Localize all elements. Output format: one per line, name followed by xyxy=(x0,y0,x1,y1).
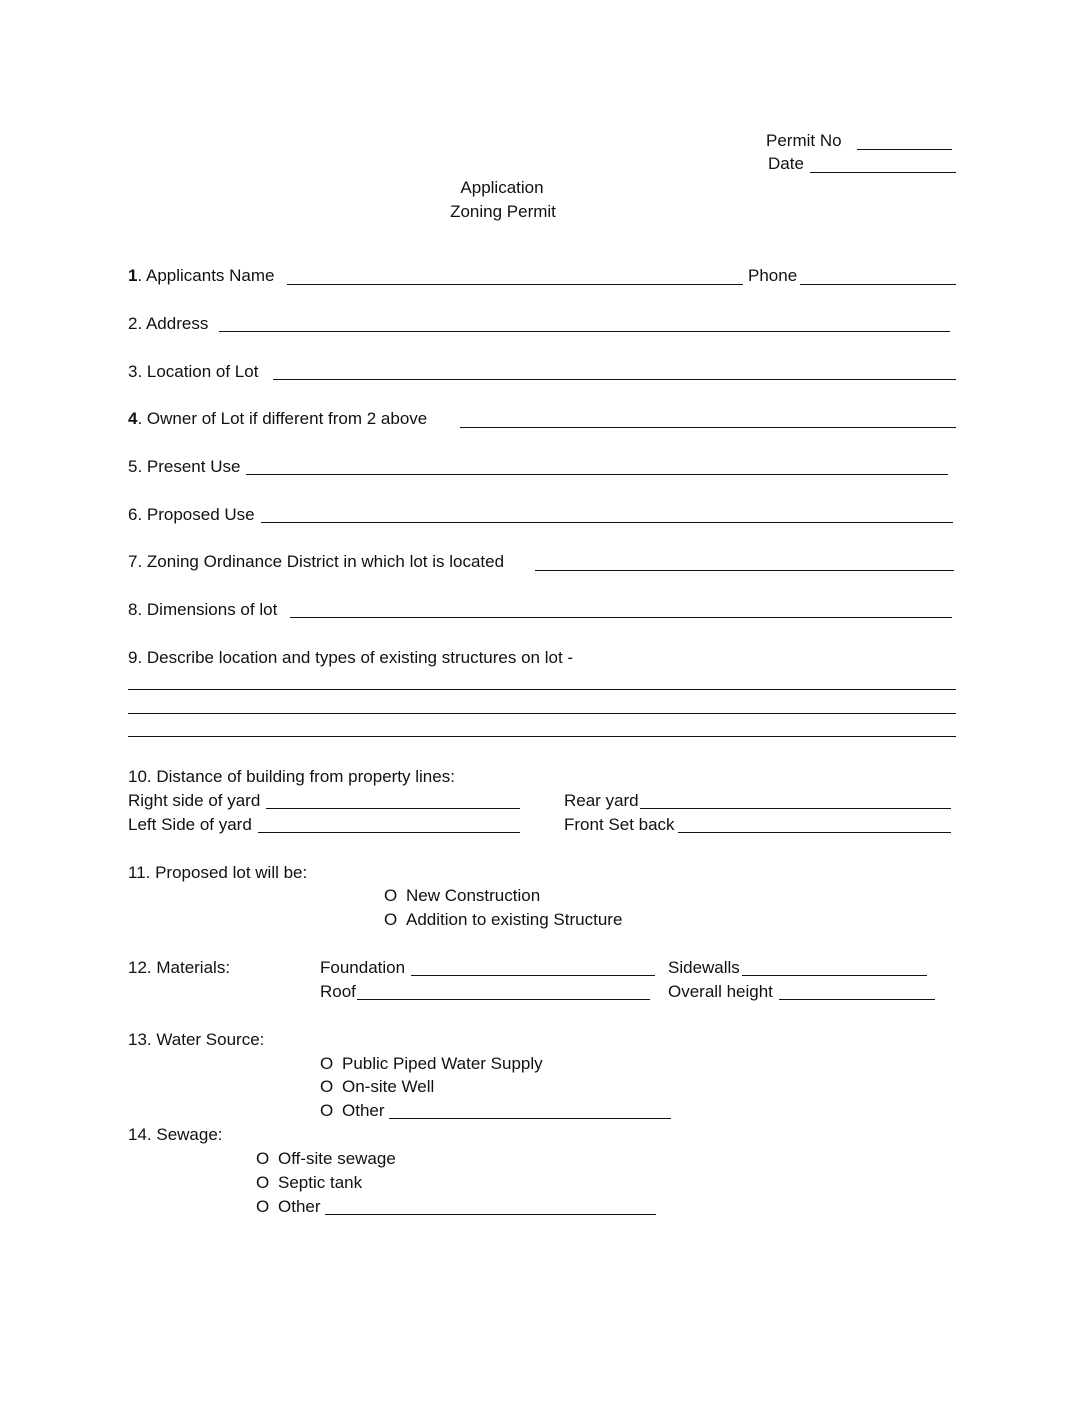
owner-field[interactable] xyxy=(460,427,956,428)
roof-field[interactable] xyxy=(357,999,650,1000)
proposed-use-field[interactable] xyxy=(261,522,953,523)
radio-circle-icon: O xyxy=(256,1173,270,1192)
q3-label: 3. Location of Lot xyxy=(128,362,259,381)
q6-label: 6. Proposed Use xyxy=(128,505,255,524)
zoning-district-field[interactable] xyxy=(535,570,954,571)
option-addition[interactable]: O Addition to existing Structure xyxy=(384,910,623,929)
q5-label: 5. Present Use xyxy=(128,457,241,476)
overall-height-label: Overall height xyxy=(668,982,773,1001)
front-setback-label: Front Set back xyxy=(564,815,675,834)
sidewalls-field[interactable] xyxy=(742,975,927,976)
radio-circle-icon: O xyxy=(384,886,398,905)
q14-title: 14. Sewage: xyxy=(128,1125,223,1144)
date-field[interactable] xyxy=(810,172,956,173)
structures-line-1[interactable] xyxy=(128,689,956,690)
radio-circle-icon: O xyxy=(384,910,398,929)
structures-line-2[interactable] xyxy=(128,713,956,714)
left-side-field[interactable] xyxy=(258,832,520,833)
option-sewage-other[interactable]: O Other xyxy=(256,1197,321,1216)
option-septic-tank[interactable]: O Septic tank xyxy=(256,1173,363,1192)
permit-no-label: Permit No xyxy=(766,131,842,150)
option-offsite-sewage[interactable]: O Off-site sewage xyxy=(256,1149,396,1168)
rear-yard-label: Rear yard xyxy=(564,791,639,810)
sewage-other-field[interactable] xyxy=(325,1214,656,1215)
radio-circle-icon: O xyxy=(256,1197,270,1216)
rear-yard-field[interactable] xyxy=(640,808,951,809)
q9-label: 9. Describe location and types of existing structures on lot - xyxy=(128,648,574,667)
phone-field[interactable] xyxy=(800,284,956,285)
right-side-label: Right side of yard xyxy=(128,791,261,810)
foundation-field[interactable] xyxy=(411,975,655,976)
address-field[interactable] xyxy=(219,331,950,332)
radio-circle-icon: O xyxy=(256,1149,270,1168)
q1-label: 1. Applicants Name xyxy=(128,266,275,285)
front-setback-field[interactable] xyxy=(678,832,951,833)
structures-line-3[interactable] xyxy=(128,736,956,737)
date-label: Date xyxy=(768,154,804,173)
applicant-name-field[interactable] xyxy=(287,284,743,285)
radio-circle-icon: O xyxy=(320,1054,334,1073)
q13-title: 13. Water Source: xyxy=(128,1030,265,1049)
q12-title: 12. Materials: xyxy=(128,958,231,977)
right-side-field[interactable] xyxy=(266,808,520,809)
overall-height-field[interactable] xyxy=(779,999,935,1000)
water-other-field[interactable] xyxy=(389,1118,671,1119)
option-public-water[interactable]: O Public Piped Water Supply xyxy=(320,1054,543,1073)
location-field[interactable] xyxy=(273,379,956,380)
foundation-label: Foundation xyxy=(320,958,406,977)
q7-label: 7. Zoning Ordinance District in which lot is located xyxy=(128,552,505,571)
sidewalls-label: Sidewalls xyxy=(668,958,740,977)
left-side-label: Left Side of yard xyxy=(128,815,252,834)
option-new-construction[interactable]: O New Construction xyxy=(384,886,541,905)
dimensions-field[interactable] xyxy=(290,617,952,618)
present-use-field[interactable] xyxy=(246,474,948,475)
option-onsite-well[interactable]: O On-site Well xyxy=(320,1077,435,1096)
q2-label: 2. Address xyxy=(128,314,209,333)
phone-label: Phone xyxy=(748,266,798,285)
radio-circle-icon: O xyxy=(320,1101,334,1120)
form-subtitle: Zoning Permit xyxy=(450,202,556,221)
roof-label: Roof xyxy=(320,982,356,1001)
q10-title: 10. Distance of building from property lines: xyxy=(128,767,455,786)
form-title: Application xyxy=(460,178,544,197)
q4-label: 4. Owner of Lot if different from 2 above xyxy=(128,409,428,428)
q8-label: 8. Dimensions of lot xyxy=(128,600,278,619)
option-water-other[interactable]: O Other xyxy=(320,1101,385,1120)
permit-no-field[interactable] xyxy=(857,149,952,150)
radio-circle-icon: O xyxy=(320,1077,334,1096)
q11-title: 11. Proposed lot will be: xyxy=(128,863,308,882)
